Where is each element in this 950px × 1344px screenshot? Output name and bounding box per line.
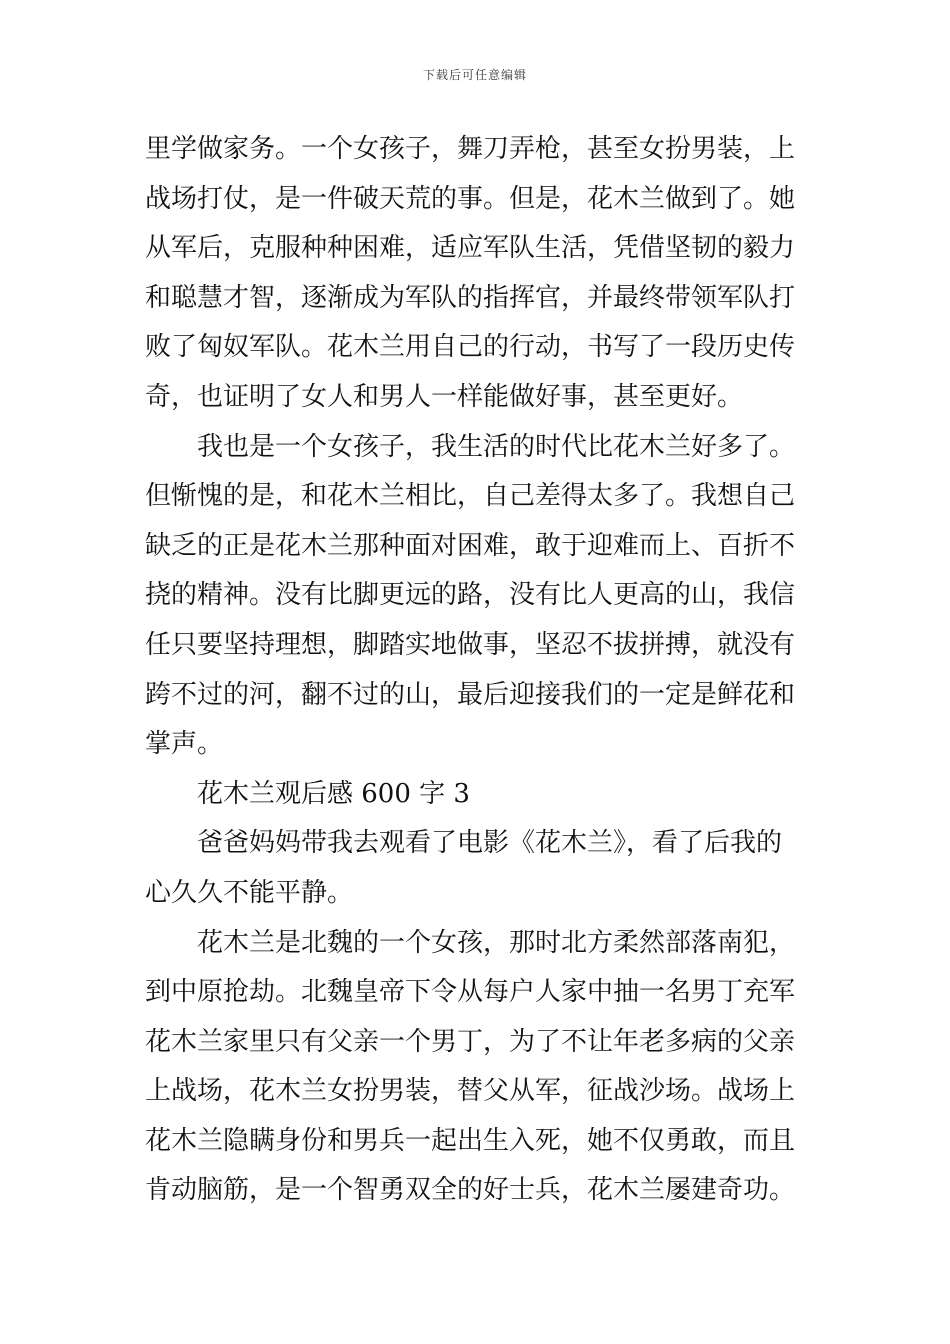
text-line: 和聪慧才智，逐渐成为军队的指挥官，并最终带领军队打	[145, 282, 796, 313]
document-body	[145, 125, 810, 1216]
text-line: 上战场，花木兰女扮男装，替父从军，征战沙场。战场上	[145, 1076, 796, 1107]
text-line: 挠的精神。没有比脚更远的路，没有比人更高的山，我信	[145, 580, 796, 611]
text-line: 到中原抢劫。北魏皇帝下令从每户人家中抽一名男丁充军	[145, 977, 796, 1008]
paragraph-start-line: 我也是一个女孩子，我生活的时代比花木兰好多了。	[197, 431, 796, 462]
text-line: 里学做家务。一个女孩子，舞刀弄枪，甚至女扮男装，上	[145, 134, 796, 164]
text-line: 战场打仗，是一件破天荒的事。但是，花木兰做到了。她	[145, 183, 796, 214]
page-header: 下载后可任意编辑	[422, 68, 527, 82]
text-line: 但惭愧的是，和花木兰相比，自己差得太多了。我想自己	[145, 481, 796, 512]
paragraph-start-line: 花木兰是北魏的一个女孩，那时北方柔然部落南犯，	[197, 927, 796, 958]
text-line: 败了匈奴军队。花木兰用自己的行动，书写了一段历史传	[145, 332, 796, 363]
text-line: 花木兰隐瞒身份和男兵一起出生入死，她不仅勇敢，而且	[145, 1125, 796, 1156]
text-line: 花木兰家里只有父亲一个男丁，为了不让年老多病的父亲	[145, 1026, 796, 1057]
text-line: 肯动脑筋，是一个智勇双全的好士兵，花木兰屡建奇功。	[145, 1175, 796, 1206]
text-line: 掌声。	[145, 729, 224, 760]
text-line: 任只要坚持理想，脚踏实地做事，坚忍不拔拼搏，就没有	[145, 629, 796, 660]
text-line: 跨不过的河，翻不过的山，最后迎接我们的一定是鲜花和	[145, 679, 796, 710]
text-line: 缺乏的正是花木兰那种面对困难，敢于迎难而上、百折不	[145, 530, 796, 561]
paragraph-start-line: 爸爸妈妈带我去观看了电影《花木兰》，看了后我的	[197, 828, 783, 859]
text-line: 从军后，克服种种困难，适应军队生活，凭借坚韧的毅力	[145, 233, 796, 264]
section-heading: 花木兰观后感 600 字 3	[197, 778, 470, 809]
text-line: 心久久不能平静。	[145, 877, 354, 908]
text-line: 奇，也证明了女人和男人一样能做好事，甚至更好。	[145, 381, 744, 412]
